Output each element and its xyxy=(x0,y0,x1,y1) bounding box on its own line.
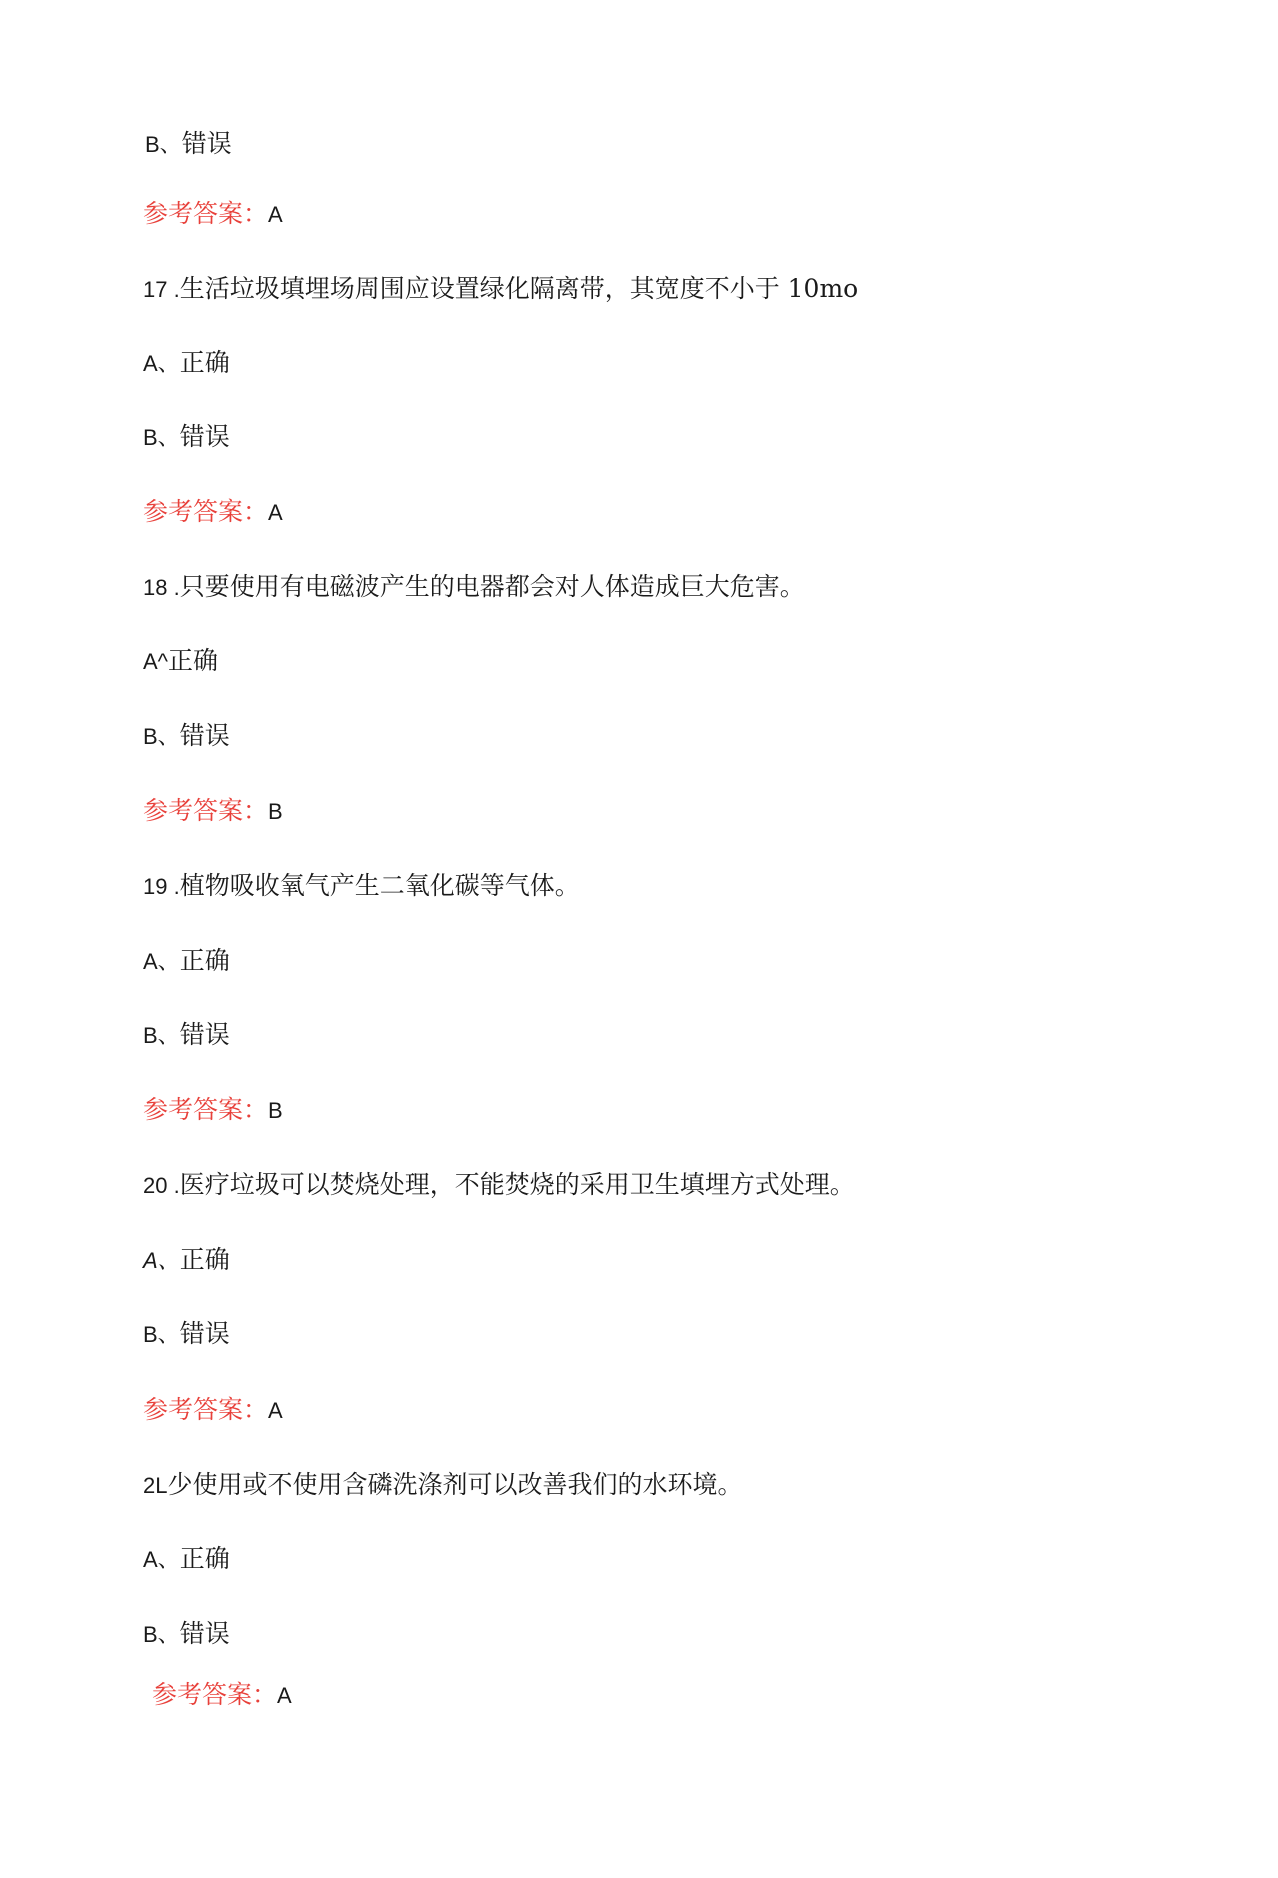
answer-q20: 参考答案：A xyxy=(143,1395,283,1424)
option-a-q17: A、正确 xyxy=(143,348,230,377)
question-17: 17 .生活垃圾填埋场周围应设置绿化隔离带，其宽度不小于 10mo xyxy=(143,274,859,303)
question-18: 18 .只要使用有电磁波产生的电器都会对人体造成巨大危害。 xyxy=(143,572,805,601)
option-b-q19: B、错误 xyxy=(143,1020,230,1049)
option-a-q20: A、正确 xyxy=(143,1245,230,1274)
answer-q21: 参考答案：A xyxy=(152,1680,292,1709)
option-a-q18: A^正确 xyxy=(143,646,219,675)
option-b-q21: B、错误 xyxy=(143,1619,230,1648)
option-b-q20: B、错误 xyxy=(143,1319,230,1348)
question-20: 20 .医疗垃圾可以焚烧处理，不能焚烧的采用卫生填埋方式处理。 xyxy=(143,1170,855,1199)
answer-q18: 参考答案：B xyxy=(143,796,283,825)
option-a-q19: A、正确 xyxy=(143,946,230,975)
option-b-q18: B、错误 xyxy=(143,721,230,750)
option-b-q17: B、错误 xyxy=(143,422,230,451)
answer-q19: 参考答案：B xyxy=(143,1095,283,1124)
answer-q17: 参考答案：A xyxy=(143,497,283,526)
answer-q16: 参考答案：A xyxy=(143,199,283,228)
option-b-q16: B、错误 xyxy=(145,129,232,158)
question-21: 2L少使用或不使用含磷洗涤剂可以改善我们的水环境。 xyxy=(143,1470,743,1499)
question-19: 19 .植物吸收氧气产生二氧化碳等气体。 xyxy=(143,871,580,900)
option-a-q21: A、正确 xyxy=(143,1544,230,1573)
